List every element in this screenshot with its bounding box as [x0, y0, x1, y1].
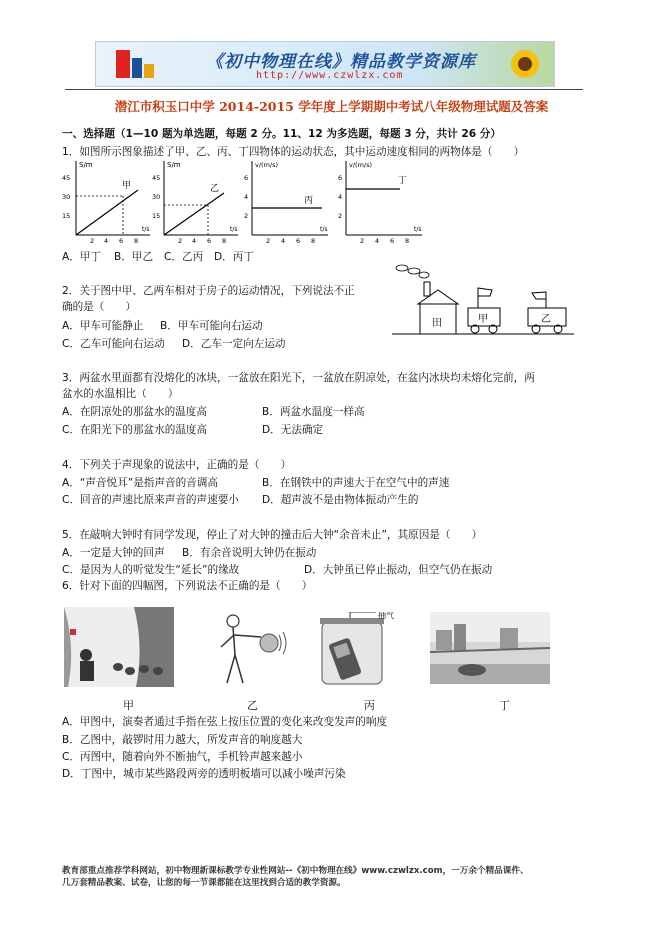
question-1-stem: 1．如图所示图象描述了甲、乙、丙、丁四物体的运动状态，其中运动速度相同的两物体是（ ） — [62, 146, 525, 158]
footer-line-1: 教育部重点推荐学科网站，初中物理新课标教学专业性网站--《初中物理在线》www.czwlzx.com，一万余个精品课件、 — [62, 866, 529, 876]
graph-yi-ytick: 45 — [152, 174, 161, 182]
option-a[interactable]: A．甲车可能静止 — [62, 320, 144, 332]
option-b[interactable]: B．在钢铁中的声速大于在空气中的声速 — [262, 477, 450, 489]
caption-bing: 丙 — [364, 699, 375, 712]
question-2-stem: 2．关于图中甲、乙两车相对于房子的运动情况，下列说法不正 — [62, 285, 355, 297]
graph-jia-name: 甲 — [122, 181, 132, 191]
site-banner — [95, 41, 555, 87]
car-jia-label: 甲 — [478, 314, 488, 325]
caption-jia: 甲 — [123, 699, 134, 712]
q1-options — [62, 249, 254, 264]
option-a[interactable]: A．在阴凉处的那盆水的温度高 — [62, 406, 207, 418]
option-b[interactable]: B．甲乙 — [114, 251, 154, 263]
graph-ding-ytick: 6 — [338, 174, 343, 182]
graph-yi-xtick: 2 — [178, 237, 183, 245]
header-rule — [65, 89, 583, 90]
q4-options-row2 — [62, 492, 418, 507]
sunflower-icon — [502, 45, 548, 83]
car-yi-label: 乙 — [541, 314, 551, 325]
option-c[interactable]: C．在阳光下的那盆水的温度高 — [62, 424, 208, 436]
graph-bing-xlabel: t/s — [320, 226, 328, 233]
graph-bing-ytick: 6 — [244, 174, 249, 182]
question-6-stem: 6．针对下面的四幅图，下列说法不正确的是（ ） — [62, 580, 313, 592]
question-5-stem: 5．在敲响大钟时有同学发现，停止了对大钟的撞击后大钟“余音未止”，其原因是（ ） — [62, 529, 483, 541]
option-d[interactable]: D．超声波不是由物体振动产生的 — [262, 494, 419, 506]
option-b[interactable]: B．甲车可能向右运动 — [160, 320, 263, 332]
q6-option-b[interactable]: B．乙图中，敲锣时用力越大，所发声音的响度越大 — [62, 734, 303, 746]
q3-options-row2 — [62, 422, 323, 437]
graph-yi — [152, 161, 238, 245]
option-c[interactable]: C．乙丙 — [164, 251, 204, 263]
q2-diagram — [392, 262, 574, 340]
graph-bing-ytick: 2 — [244, 212, 249, 220]
question-2-stem-cont: 确的是（ ） — [62, 301, 137, 313]
graph-jia-xlabel: t/s — [142, 226, 150, 233]
option-d[interactable]: D．大钟虽已停止振动，但空气仍在振动 — [304, 564, 493, 576]
graph-jia-ytick: 30 — [62, 193, 71, 201]
q6-option-d[interactable]: D．丁图中，城市某些路段两旁的透明板墙可以减小噪声污染 — [62, 768, 346, 780]
graph-jia-ytick: 45 — [62, 174, 71, 182]
footer-line-2: 几万套精品教案、试卷，让您的每一节课都能在这里找到合适的教学资源。 — [62, 878, 346, 888]
q6-picture-bing — [318, 612, 400, 688]
q6-option-c[interactable]: C．丙图中，随着向外不断抽气，手机铃声越来越小 — [62, 751, 303, 763]
caption-ding: 丁 — [499, 699, 510, 712]
option-d[interactable]: D．无法确定 — [262, 424, 324, 436]
option-a[interactable]: A．“声音悦耳”是指声音的音调高 — [62, 477, 218, 489]
section-heading: 一、选择题（1—10 题为单选题，每题 2 分。11、12 为多选题，每题 3 分，共计 26 分） — [62, 128, 501, 140]
graph-ding-xtick: 2 — [360, 237, 365, 245]
question-3-stem: 3．两盆水里面都有没熔化的冰块，一盆放在阳光下，一盆放在阴凉处，在盆内冰块均未熔化完前，两 — [62, 372, 535, 384]
option-c[interactable]: C．回音的声速比原来声音的声速要小 — [62, 494, 239, 506]
q6-picture-jia — [64, 607, 174, 687]
q5-options-row2 — [62, 562, 492, 577]
q6-option-a[interactable]: A．甲图中，演奏者通过手指在弦上按压位置的变化来改变发声的响度 — [62, 716, 388, 728]
graph-bing-ytick: 4 — [244, 193, 249, 201]
graph-ding — [338, 161, 422, 245]
question-3-stem-cont: 盆水的水温相比（ ） — [62, 388, 179, 400]
graph-yi-xtick: 6 — [207, 237, 212, 245]
graph-yi-ylabel: S/m — [167, 161, 181, 169]
banner-title: 《初中物理在线》精品教学资源库 — [206, 52, 476, 72]
option-b[interactable]: B．两盆水温度一样高 — [262, 406, 365, 418]
graph-ding-ylabel: v/(m/s) — [349, 161, 373, 169]
option-d[interactable]: D．乙车一定向左运动 — [182, 338, 286, 350]
graph-bing-xtick: 2 — [266, 237, 271, 245]
q4-options-row1 — [62, 475, 449, 490]
option-c[interactable]: C．是因为人的听觉发生“延长”的缘故 — [62, 564, 240, 576]
page-footer — [62, 865, 602, 889]
page-title: 潜江市积玉口中学 2014-2015 学年度上学期期中考试八年级物理试题及答案 — [114, 99, 549, 114]
graph-yi-xtick: 4 — [192, 237, 197, 245]
option-a[interactable]: A．甲丁 — [62, 251, 102, 263]
graph-bing-xtick: 8 — [311, 237, 316, 245]
q3-options-row1 — [62, 404, 365, 419]
graph-yi-xtick: 8 — [222, 237, 227, 245]
q1-graphs — [62, 157, 592, 245]
site-logo — [112, 46, 160, 82]
option-c[interactable]: C．乙车可能向右运动 — [62, 338, 165, 350]
graph-jia-xtick: 4 — [104, 237, 109, 245]
caption-yi: 乙 — [247, 699, 258, 712]
graph-ding-ytick: 2 — [338, 212, 343, 220]
banner-url[interactable]: http://www.czwlzx.com — [256, 70, 404, 81]
graph-ding-xtick: 8 — [405, 237, 410, 245]
option-d[interactable]: D．丙丁 — [214, 251, 254, 263]
q5-options-row1 — [62, 545, 316, 560]
house-label: 田 — [432, 318, 442, 329]
graph-ding-xlabel: t/s — [414, 226, 422, 233]
graph-jia-xtick: 6 — [119, 237, 124, 245]
graph-ding-name: 丁 — [398, 176, 408, 186]
graph-bing — [244, 161, 328, 245]
graph-jia-xtick: 8 — [134, 237, 139, 245]
q2-options-row1 — [62, 318, 263, 333]
graph-yi-ytick: 15 — [152, 212, 161, 220]
option-a[interactable]: A．一定是大钟的回声 — [62, 547, 165, 559]
q6-picture-ding — [430, 612, 550, 684]
graph-yi-name: 乙 — [210, 184, 220, 194]
graph-yi-ytick: 30 — [152, 193, 161, 201]
graph-bing-ylabel: v/(m/s) — [255, 161, 279, 169]
graph-ding-ytick: 4 — [338, 193, 343, 201]
pump-label: 抽气 — [378, 612, 394, 620]
graph-jia-xtick: 2 — [90, 237, 95, 245]
graph-jia-ylabel: S/m — [79, 161, 93, 169]
graph-bing-xtick: 4 — [281, 237, 286, 245]
graph-bing-xtick: 6 — [296, 237, 301, 245]
graph-bing-name: 丙 — [304, 196, 314, 206]
graph-yi-xlabel: t/s — [230, 226, 238, 233]
graph-jia-ytick: 15 — [62, 212, 71, 220]
graph-jia — [62, 161, 150, 245]
q6-picture-yi — [205, 607, 295, 687]
graph-ding-xtick: 6 — [390, 237, 395, 245]
q2-options-row2 — [62, 336, 286, 351]
graph-ding-xtick: 4 — [375, 237, 380, 245]
question-4-stem: 4．下列关于声现象的说法中，正确的是（ ） — [62, 459, 292, 471]
option-b[interactable]: B．有余音说明大钟仍在振动 — [182, 547, 317, 559]
